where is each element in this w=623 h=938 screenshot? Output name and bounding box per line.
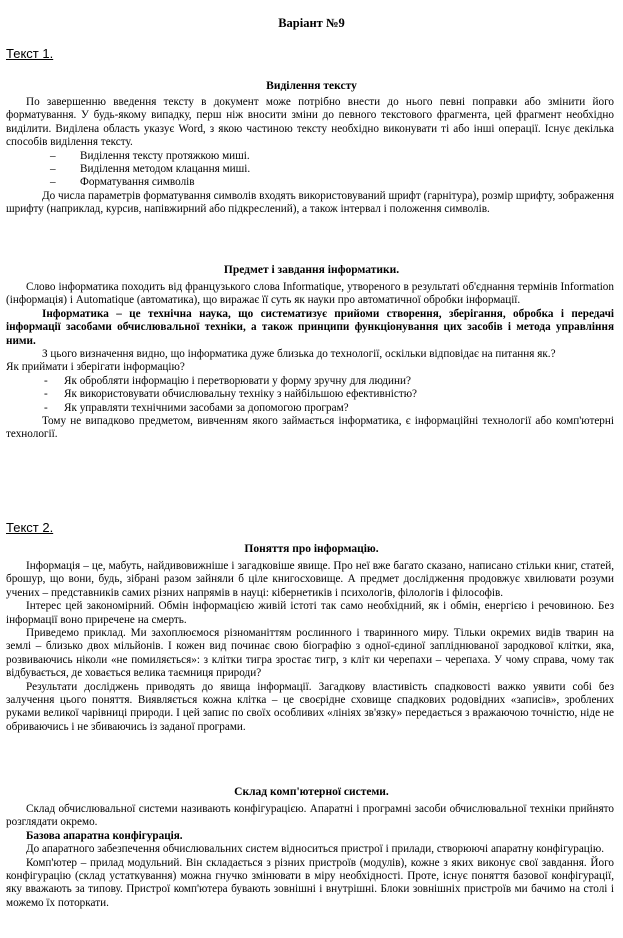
list-marker: – [50, 149, 56, 162]
section-text-selection-body [6, 96, 614, 217]
list-item [6, 375, 614, 388]
paragraph: З цього визначення видно, що інформатика дуже близька до технології, оскільки відповідає на питання як.? [42, 348, 556, 361]
section-computer-system-body [6, 803, 614, 910]
list-item-text: Виділення тексту протяжкою миші. [80, 149, 250, 162]
paragraph: До числа параметрів форматування символів входять використовуваний шрифт (гарнітура), розмір шрифту, зображення шрифту (наприклад, курсив, напівжирний або підкреслений), а також інтервал і положення символів. [6, 189, 614, 216]
paragraph: Інтерес цей закономірний. Обмін інформацією живій істоті так само необхідний, як і обмін, енергією і речовиною. Без інформації воно приречене на смерть. [6, 600, 614, 626]
text1-heading: Текст 1. [6, 46, 54, 61]
paragraph: По завершенню введення тексту в документ може потрібно внести до нього певні поправки або змінити його форматування. У будь-якому випадку, перш ніж вносити зміни до певного текстового фрагмента, цей фрагмент необхідно виділити. Виділена область указує Word, з якою частиною тексту необхідно виконувати ті або інші операції. Існує декілька способів виділення тексту. [6, 96, 614, 149]
paragraph: Результати досліджень приводять до явища інформації. Загадкову властивість спадковості важко уявити собі без залучення цього поняття. Виявляється кожна клітка – це своєрідне сховище спадкових родовідних «записів», зроблених руками великої чарівниці природи. І цей запис по своїх особливих «лініях зв'язку» передається з вражаючою точністю, ніде не обриваючись і не збиваючись із заданої програми. [6, 680, 614, 733]
list-item-text: Як обробляти інформацію і перетворювати у форму зручну для людини? [64, 374, 411, 387]
paragraph: Інформація – це, мабуть, найдивовижніше і загадковіше явище. Про неї вже багато сказано, написано стільки книг, статей, брошур, що вони, будь, зібрані разом зайняли б ціле книгосховище. А предмет дослідження продовжує хвилювати розуми учених – представників самих різних напрямів в науці: кібернетиків і психологів, філологів і філософів. [6, 560, 614, 599]
paragraph: Склад обчислювальної системи називають конфігурацією. Апаратні і програмні засоби обчислювальної техніки прийнято розглядати окремо. [6, 803, 614, 829]
paragraph-definition: Інформатика – це технічна наука, що систематизує прийоми створення, зберігання, обробка і передачі інформації засобами обчислювальної техніки, а також принципи функціонування цих засобів і метода управління ними. [6, 307, 614, 347]
list-item-text: Як використовувати обчислювальну техніку з найбільшою ефективністю? [64, 388, 418, 401]
section-information-body [6, 560, 614, 734]
text2-heading: Текст 2. [6, 520, 54, 535]
list-marker: - [44, 374, 48, 387]
list-marker: – [50, 176, 56, 189]
list-item [6, 176, 614, 189]
paragraph: Приведемо приклад. Ми захоплюємося різноманіттям рослинного і тваринного миру. Тільки окремих видів тварин на землі – близько двох мільйонів. І кожен вид починає свою біографію з одної-єдиної запліднюваної зародкової клітки, яка, розвиваючись ніколи «не помиляється»: з клітки тигра зростає тигр, з кліт ки черепахи – черепаха. У чому справа, чому так відбувається, де ховається велика таємниця природи? [6, 627, 614, 680]
list-marker: – [50, 163, 56, 176]
section-title-text-selection: Виділення тексту [266, 80, 357, 92]
list-marker: - [44, 401, 48, 414]
section-title-information: Поняття про інформацію. [244, 543, 379, 555]
list-item [6, 163, 614, 176]
document-title: Варіант №9 [278, 16, 345, 30]
list-item [6, 150, 614, 163]
paragraph: До апаратного забезпечення обчислювальних систем відноситься пристрої і прилади, створюючі апаратну конфігурацію. [26, 843, 605, 856]
list-item [6, 402, 614, 415]
subheading-basic-config: Базова апаратна конфігурація. [26, 829, 183, 842]
list-item [6, 388, 614, 401]
list-item-text: Виділення методом клацання миші. [80, 163, 251, 176]
list-item-text: Як управляти технічними засобами за допомогою програм? [64, 401, 349, 414]
section-title-computer-system: Склад комп'ютерної системи. [234, 786, 389, 798]
bullet-list-questions [6, 375, 614, 415]
section-informatics-body [6, 281, 614, 442]
list-marker: - [44, 388, 48, 401]
paragraph: Комп'ютер – прилад модульний. Він складається з різних пристроїв (модулів), кожне з яких виконує свої завдання. Його конфігурацію (склад устаткування) можна гнучко змінювати в міру необхідності. Проте, існує поняття базової конфігурації, яку вважають за типову. Пристрої комп'ютера бувають зовнішні і внутрішні. Блоки зовнішніх пристроїв ми бачимо на столі і можемо їх поторкати. [6, 856, 614, 909]
section-title-informatics: Предмет і завдання інформатики. [223, 264, 400, 276]
list-item-text: Форматування символів [80, 176, 195, 189]
bullet-list-selection [6, 150, 614, 190]
paragraph: Слово інформатика походить від французького слова Informatique, утвореного в результаті об'єднання термінів Information (інформація) і Automatique (автоматика), що виражає її суть як науки про автоматичної обробки інформації. [6, 281, 614, 307]
paragraph: Тому не випадково предметом, вивченням якого займається інформатика, є інформаційні технології або комп'ютерні технології. [6, 415, 614, 441]
paragraph: Як приймати і зберігати інформацію? [6, 361, 185, 374]
